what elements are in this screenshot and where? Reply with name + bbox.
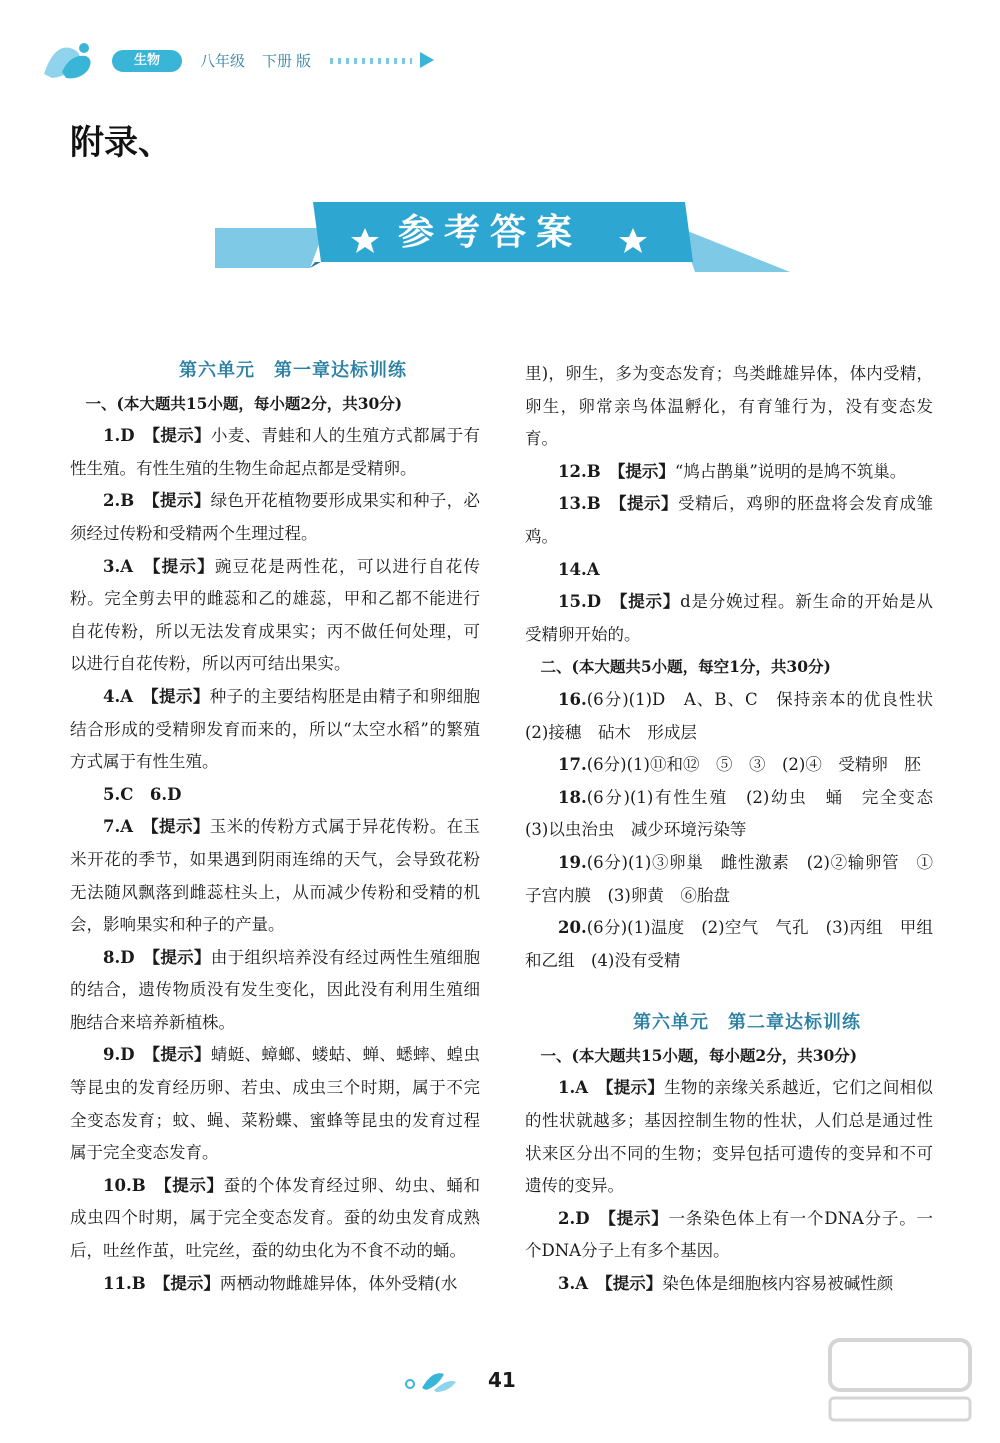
answer-number: 18. <box>558 787 587 807</box>
answer-text: (6分)(1)③卵巢 雌性激素 (2)②输卵管 ①子宫内膜 (3)卵黄 ⑥胎盘 <box>525 852 933 905</box>
hint-label: 【提示】 <box>619 592 681 612</box>
subject-badge: 生物 <box>112 50 182 72</box>
hint-label: 【提示】 <box>151 491 211 511</box>
answer-number: 10.B <box>103 1175 146 1195</box>
hint-label: 【提示】 <box>151 426 211 446</box>
answer-continuation: 里)，卵生，多为变态发育；鸟类雌雄异体，体内受精，卵生，卵常亲鸟体温孵化，有育雏行为，没有变态发育。 <box>525 364 933 449</box>
term-label: 下册 <box>262 52 293 70</box>
hint-label: 【提示】 <box>150 817 210 837</box>
answer-text: “鸠占鹊巢”说明的是鸠不筑巢。 <box>674 461 907 481</box>
section-title: 第六单元 第二章达标训练 <box>633 1012 861 1034</box>
answer-item <box>70 811 480 941</box>
answer-item <box>525 912 933 977</box>
part-title: 二、(本大题共5小题，每空1分，共30分) <box>540 657 831 677</box>
answer-item <box>525 456 933 489</box>
answer-item <box>70 420 480 485</box>
answer-number: 19. <box>558 852 587 872</box>
answer-number: 12.B <box>558 461 601 481</box>
answer-item <box>525 554 933 587</box>
answer-item <box>525 488 933 553</box>
hint-label: 【提示】 <box>617 461 675 481</box>
answer-list <box>525 684 950 977</box>
answer-item <box>70 551 480 681</box>
answer-list <box>70 420 480 1300</box>
answer-number: 20. <box>558 918 587 938</box>
answer-number: 4.A <box>103 686 134 706</box>
page-header <box>40 38 460 88</box>
footer-ornament-icon <box>400 1366 480 1396</box>
answer-list <box>525 1072 933 1300</box>
answer-item <box>525 684 950 749</box>
answer-number: 14.A <box>558 559 600 579</box>
answer-text: (6分)(1)⑪和⑫ ⑤ ③ (2)④ 受精卵 胚 <box>586 755 921 775</box>
answer-number: 1.D <box>103 426 135 446</box>
answer-item <box>70 1170 480 1268</box>
answer-number: 3.A <box>558 1274 589 1294</box>
answer-text: (6分)(1)温度 (2)空气 气孔 (3)丙组 甲组和乙组 (4)没有受精 <box>525 918 933 970</box>
answer-text: 豌豆花是两性花，可以进行自花传粉。完全剪去甲的雌蕊和乙的雄蕊，甲和乙都不能进行自花传粉，所以无法发育成果实；丙不做任何处理，可以进行自花传粉，所以丙可结出果实。 <box>70 556 481 674</box>
answer-number: 9.D <box>103 1045 135 1065</box>
answer-text: (6分)(1)D A、B、C 保持亲本的优良性状 (2)接穗 砧木 形成层 <box>525 689 950 742</box>
answer-item <box>525 1268 933 1301</box>
answer-text: 蜻蜓、蟑螂、蝼蛄、蝉、蟋蟀、蝗虫等昆虫的发育经历卵、若虫、成虫三个时期，属于不完全变态发育；蚊、蝇、菜粉蝶、蜜蜂等昆虫的发育过程属于完全变态发育。 <box>70 1045 481 1163</box>
answer-number: 2.D <box>558 1208 590 1228</box>
watermark-logo-icon <box>820 1330 980 1430</box>
answer-text: d是分娩过程。新生命的开始是从受精卵开始的。 <box>525 592 934 644</box>
logo-icon <box>40 38 96 82</box>
hint-label: 【提示】 <box>150 686 210 706</box>
part-title: 一、(本大题共15小题，每小题2分，共30分) <box>85 393 403 413</box>
answer-text: 蚕的个体发育经过卵、幼虫、蛹和成虫四个时期，属于完全变态发育。蚕的幼虫发育成熟后，吐丝作茧，吐完丝，蚕的幼虫化为不食不动的蛹。 <box>70 1175 481 1261</box>
left-column <box>70 355 480 1300</box>
answer-text: (6分)(1)有性生殖 (2)幼虫 蛹 完全变态 (3)以虫治虫 减少环境污染等 <box>525 787 950 840</box>
answer-text: 生物的亲缘关系越近，它们之间相似的性状就越多；基因控制生物的性状，人们总是通过性状来区分出不同的生物；变异包括可遗传的变异和不可遗传的变异。 <box>525 1078 934 1196</box>
answer-number: 17. <box>558 755 587 775</box>
grade-label: 八年级 <box>200 52 246 70</box>
answer-number: 15.D <box>558 592 602 612</box>
answer-text: 两栖动物雌雄异体，体外受精(水 <box>219 1273 458 1293</box>
answer-text: 种子的主要结构胚是由精子和卵细胞结合形成的受精卵发育而来的，所以“太空水稻”的繁殖方式属于有性生殖。 <box>70 686 481 772</box>
answer-text: 染色体是细胞核内容易被碱性颜 <box>662 1274 894 1294</box>
hint-label: 【提示】 <box>605 1078 665 1098</box>
banner-title: 参考答案 <box>397 212 582 253</box>
answer-number: 3.A <box>103 556 134 576</box>
answer-number: 16. <box>558 689 587 709</box>
part-title: 一、(本大题共15小题，每小题2分，共30分) <box>540 1045 858 1065</box>
answer-item <box>525 1072 933 1202</box>
hint-label: 【提示】 <box>618 494 679 514</box>
answer-text: 受精后，鸡卵的胚盘将会发育成雏鸡。 <box>525 494 934 546</box>
answer-text: 由于组织培养没有经过两性生殖细胞的结合，遗传物质没有发生变化，因此没有利用生殖细胞结合来培养新植株。 <box>70 947 481 1032</box>
hint-label: 【提示】 <box>162 1273 220 1293</box>
hint-label: 【提示】 <box>151 1045 211 1065</box>
answer-number: 7.A <box>103 817 134 837</box>
hint-label: 【提示】 <box>152 556 215 576</box>
answer-number: 2.B <box>103 491 135 511</box>
section-title: 第六单元 第一章达标训练 <box>179 360 407 381</box>
hint-label: 【提示】 <box>604 1274 663 1294</box>
answer-number: 13.B <box>558 494 601 514</box>
answer-item <box>525 782 950 847</box>
hint-label: 【提示】 <box>163 1175 224 1195</box>
answer-item <box>525 749 933 782</box>
answer-item <box>70 485 480 550</box>
answer-item <box>70 1268 480 1301</box>
answer-item <box>525 1203 933 1268</box>
answer-item <box>70 1039 480 1169</box>
answer-text: 一条染色体上有一个DNA分子。一个DNA分子上有多个基因。 <box>525 1208 933 1261</box>
answer-text: 小麦、青蛙和人的生殖方式都属于有性生殖。有性生殖的生物生命起点都是受精卵。 <box>70 426 481 478</box>
answer-text: 玉米的传粉方式属于异花传粉。在玉米开花的季节，如果遇到阴雨连绵的天气，会导致花粉无法随风飘落到雌蕊柱头上，从而减少传粉和受精的机会，影响果实和种子的产量。 <box>70 817 481 935</box>
answer-item <box>70 779 480 812</box>
answer-item <box>525 847 933 912</box>
answer-number: 5.C 6.D <box>103 784 182 804</box>
hint-label: 【提示】 <box>151 947 211 967</box>
arrow-icon <box>420 52 434 68</box>
answer-item <box>70 681 480 779</box>
appendix-title: 附录、 <box>70 123 172 163</box>
header-dots <box>330 58 412 64</box>
answer-number: 11.B <box>103 1273 146 1293</box>
page-number: 41 <box>488 1368 516 1392</box>
edition-label: 版 <box>296 52 312 70</box>
answer-list <box>525 456 933 652</box>
answer-number: 8.D <box>103 947 135 967</box>
answer-item <box>525 586 933 651</box>
right-column <box>525 358 950 1301</box>
answer-text: 绿色开花植物要形成果实和种子，必须经过传粉和受精两个生理过程。 <box>70 491 481 543</box>
answer-item <box>70 942 480 1040</box>
hint-label: 【提示】 <box>607 1208 669 1228</box>
answer-number: 1.A <box>558 1078 589 1098</box>
